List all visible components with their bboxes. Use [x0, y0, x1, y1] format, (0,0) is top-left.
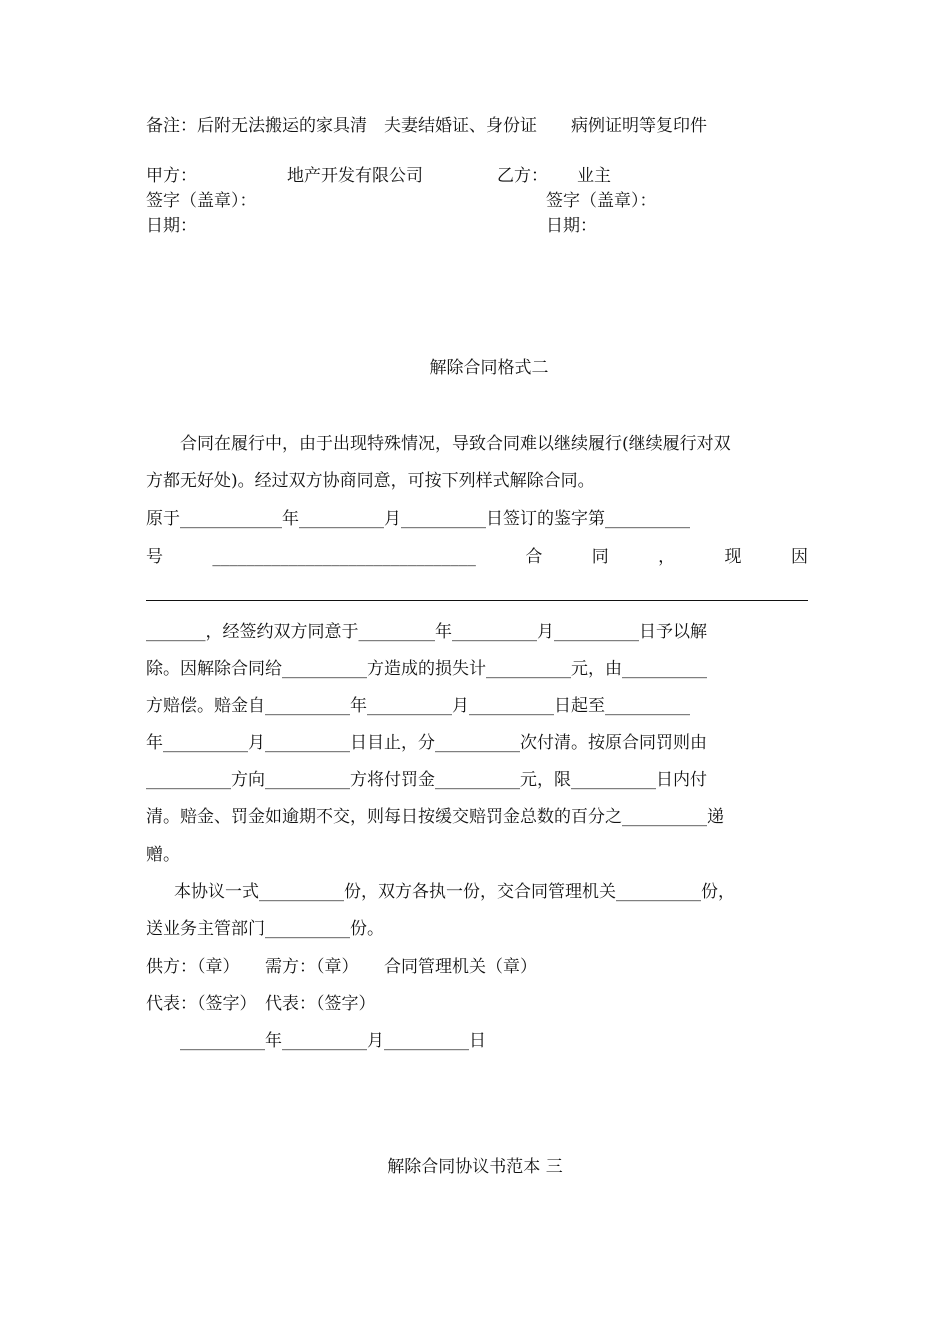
- body-line-2: [146, 545, 808, 569]
- line2-part: 号: [146, 547, 163, 567]
- line2-part: ，: [658, 547, 676, 567]
- body-line-8: __________方向__________方将付罚金__________元，限__________日内付: [146, 770, 707, 790]
- line2-part: 因: [790, 547, 808, 567]
- sign-a-label: 签字（盖章）：: [146, 191, 257, 211]
- body-line-5: 除。因解除合同给__________方造成的损失计__________元，由__________: [146, 659, 707, 679]
- line2-part: 合: [525, 547, 543, 567]
- date-b-label: 日期：: [546, 216, 597, 236]
- date-a-label: 日期：: [146, 216, 197, 236]
- line2-part: _______________________________: [212, 547, 476, 567]
- intro-line-2: 方都无好处)。经过双方协商同意，可按下列样式解除合同。: [146, 471, 595, 491]
- copies-line-2: 送业务主管部门__________份。: [146, 919, 384, 939]
- sign-b-label: 签字（盖章）：: [546, 191, 657, 211]
- section-title-format3: 解除合同协议书范本 三: [387, 1157, 563, 1177]
- reps-line: 代表：（签字） 代表：（签字）: [146, 994, 376, 1014]
- party-a-name: 地产开发有限公司: [287, 166, 423, 186]
- intro-line-1: 合同在履行中，由于出现特殊情况，导致合同难以继续履行(继续履行对双: [180, 434, 731, 454]
- body-line-1: 原于____________年__________月__________日签订的鉴字第__________: [146, 509, 690, 529]
- date-line: __________年__________月__________日: [180, 1031, 486, 1051]
- note-line: 备注：后附无法搬运的家具清 夫妻结婚证、身份证 病例证明等复印件: [146, 116, 707, 136]
- parties-line: 供方：（章） 需方：（章） 合同管理机关（章）: [146, 957, 537, 977]
- body-line-7: 年__________月__________日目止，分__________次付清。按原合同罚则由: [146, 733, 707, 753]
- body-line-6: 方赔偿。赔金自__________年__________月__________日起至__________: [146, 696, 690, 716]
- copies-line-1: 本协议一式__________份，双方各执一份，交合同管理机关__________份，: [174, 882, 735, 902]
- body-line-9: 清。赔金、罚金如逾期不交，则每日按缓交赔罚金总数的百分之__________递: [146, 807, 724, 827]
- party-a-label: 甲方：: [146, 166, 197, 186]
- party-b-name: 业主: [577, 166, 611, 186]
- body-line-4: _______，经签约双方同意于_________年__________月__________日予以解: [146, 622, 707, 642]
- section-title-format2: 解除合同格式二: [429, 358, 549, 378]
- blank-rule: [146, 600, 808, 601]
- party-b-label: 乙方：: [497, 166, 548, 186]
- line2-part: 同: [591, 547, 609, 567]
- body-line-10: 赠。: [146, 845, 180, 865]
- line2-part: 现: [724, 547, 742, 567]
